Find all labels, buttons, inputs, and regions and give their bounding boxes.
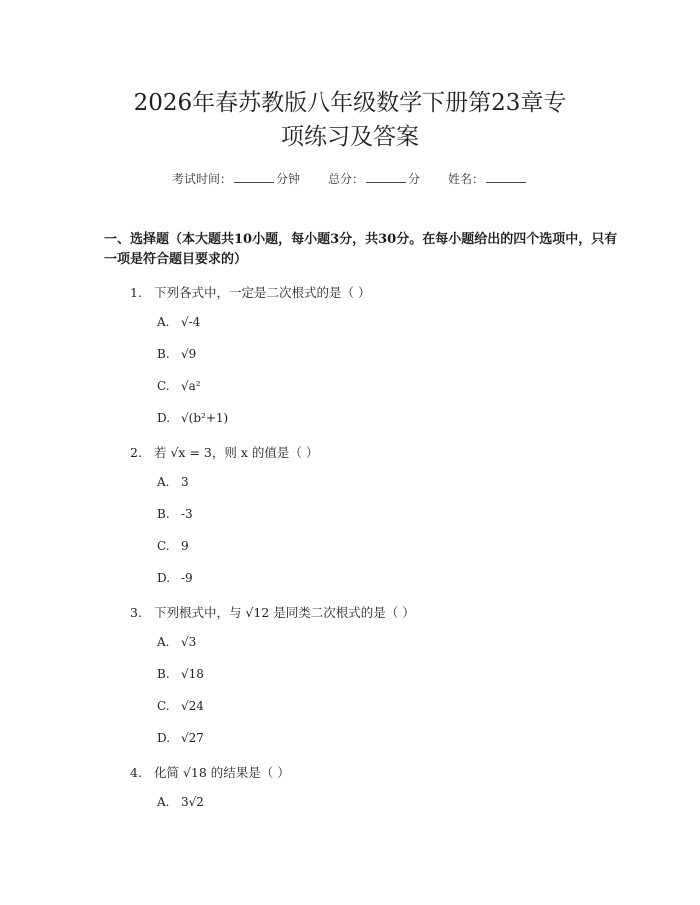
time-unit: 分钟 <box>275 172 300 186</box>
option-text: -3 <box>181 507 193 521</box>
option-3c <box>157 699 204 713</box>
option-text: √24 <box>181 699 204 713</box>
option-3d <box>157 731 204 745</box>
page-title-line-1: 2026年春苏教版八年级数学下册第23章专 <box>133 90 567 116</box>
question-2 <box>130 443 318 461</box>
option-text: √a² <box>181 379 201 393</box>
exam-meta <box>0 170 700 187</box>
option-letter: B. <box>157 507 170 521</box>
question-text: 若 √x = 3，则 x 的值是（ ） <box>153 445 319 460</box>
question-text: 下列根式中，与 √12 是同类二次根式的是（ ） <box>153 605 415 620</box>
option-2c <box>157 539 189 553</box>
option-text: 3√2 <box>181 795 204 809</box>
option-3b <box>157 667 204 681</box>
question-text: 下列各式中，一定是二次根式的是（ ） <box>153 285 371 300</box>
option-letter: A. <box>157 635 170 649</box>
option-letter: C. <box>157 539 170 553</box>
option-letter: A. <box>157 475 170 489</box>
option-text: √27 <box>181 731 204 745</box>
option-text: -9 <box>181 571 193 585</box>
option-2a <box>157 475 189 489</box>
time-label: 考试时间： <box>171 172 232 186</box>
option-2d <box>157 571 193 585</box>
option-text: 9 <box>181 539 189 553</box>
score-label: 总分： <box>327 172 364 186</box>
time-blank <box>234 170 274 183</box>
question-4 <box>130 763 290 781</box>
option-4a <box>157 795 204 809</box>
option-letter: A. <box>157 315 170 329</box>
name-label: 姓名： <box>448 172 485 186</box>
option-text: √3 <box>181 635 197 649</box>
option-letter: C. <box>157 379 170 393</box>
option-text: √-4 <box>181 315 201 329</box>
option-letter: D. <box>157 411 171 425</box>
option-letter: A. <box>157 795 170 809</box>
option-letter: B. <box>157 667 170 681</box>
option-text: √(b²+1) <box>181 411 229 425</box>
section-heading: 一、选择题（本大题共10小题，每小题3分，共30分。在每小题给出的四个选项中，只有一项是符合题目要求的） <box>104 232 618 267</box>
option-letter: C. <box>157 699 170 713</box>
name-blank <box>486 170 526 183</box>
score-blank <box>366 170 406 183</box>
option-3a <box>157 635 196 649</box>
question-number: 3. <box>130 605 142 620</box>
option-2b <box>157 507 193 521</box>
option-text: √9 <box>181 347 197 361</box>
question-number: 1. <box>130 285 142 300</box>
score-unit: 分 <box>408 172 421 186</box>
option-letter: D. <box>157 571 171 585</box>
score-field <box>328 170 420 187</box>
option-text: 3 <box>181 475 189 489</box>
question-1 <box>130 283 370 301</box>
option-text: √18 <box>181 667 204 681</box>
name-field <box>448 170 528 187</box>
question-text: 化简 √18 的结果是（ ） <box>153 765 290 780</box>
option-1b <box>157 347 196 361</box>
question-number: 4. <box>130 765 142 780</box>
option-letter: B. <box>157 347 170 361</box>
option-1a <box>157 315 200 329</box>
page-title-line-2: 项练习及答案 <box>281 124 419 150</box>
option-1d <box>157 411 228 425</box>
time-field <box>172 170 300 187</box>
question-3 <box>130 603 415 621</box>
option-letter: D. <box>157 731 171 745</box>
option-1c <box>157 379 201 393</box>
question-number: 2. <box>130 445 142 460</box>
